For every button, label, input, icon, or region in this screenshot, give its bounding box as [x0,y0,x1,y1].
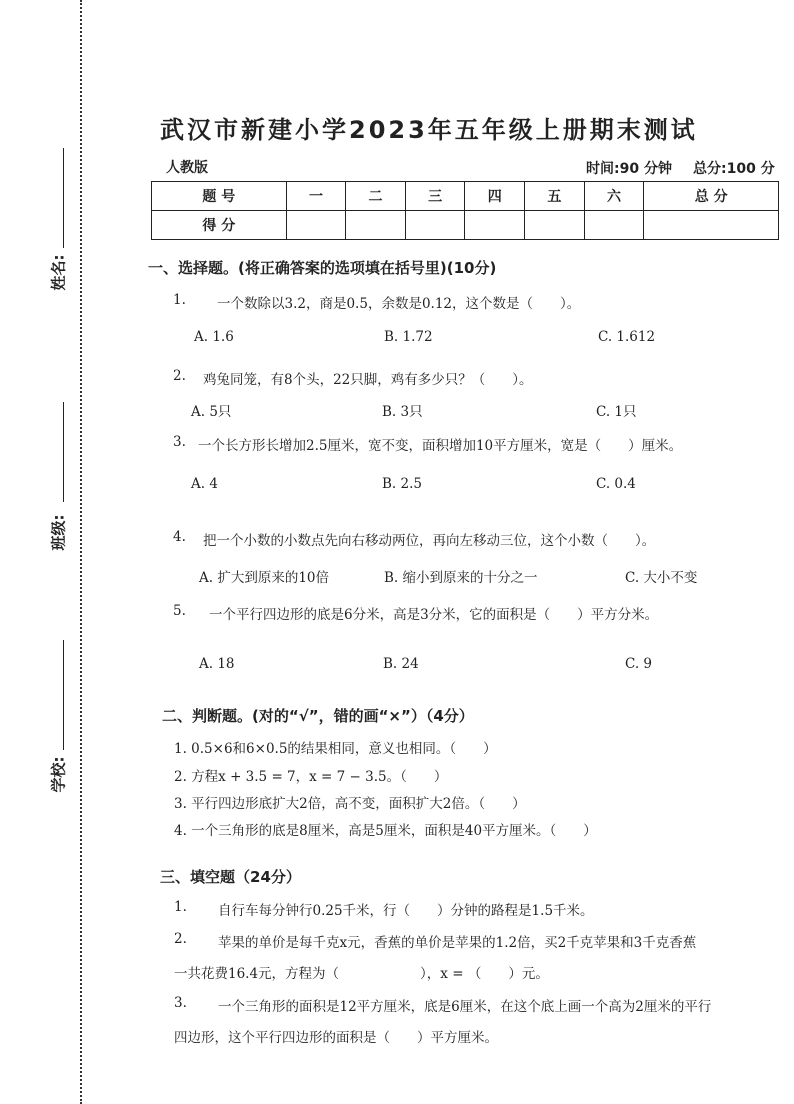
fill-question-text: 一共花费16.4元，方程为（ ），x = （ ）元。 [174,966,549,982]
option-b[interactable]: B. 缩小到原来的十分之一 [384,570,538,586]
score-cell[interactable] [525,211,585,240]
question-text: 鸡兔同笼，有8个头，22只脚，鸡有多少只？（ ）。 [203,372,533,388]
option-a[interactable]: A. 1.6 [194,329,234,345]
option-c[interactable]: C. 1只 [596,404,637,420]
fill-question-text: 苹果的单价是每千克x元，香蕉的单价是苹果的1.2倍，买2千克苹果和3千克香蕉 [218,935,697,951]
question-number: 3. [174,995,187,1011]
edition-label: 人教版 [166,160,208,176]
score-cell[interactable] [644,211,779,240]
fill-question-text: 一个三角形的面积是12平方厘米，底是6厘米，在这个底上画一个高为2厘米的平行 [218,999,712,1015]
option-a[interactable]: A. 5只 [191,404,232,420]
question-number: 2. [174,931,187,947]
header-cell: 总 分 [644,182,779,211]
name-write-line[interactable] [63,148,64,248]
header-cell: 一 [286,182,346,211]
question-number: 4. [173,529,186,545]
question-text: 把一个小数的小数点先向右移动两位，再向左移动三位，这个小数（ ）。 [203,533,656,549]
true-false-item: 3. 平行四边形底扩大2倍，高不变，面积扩大2倍。（ ） [174,796,526,812]
option-b[interactable]: B. 3只 [382,404,423,420]
question-number: 2. [173,368,186,384]
true-false-item: 4. 一个三角形的底是8厘米，高是5厘米，面积是40平方厘米。（ ） [174,823,597,839]
score-table [151,181,779,240]
question-text: 一个数除以3.2，商是0.5，余数是0.12，这个数是（ ）。 [217,296,581,312]
score-cell[interactable] [584,211,644,240]
score-info: 总分:100 分 [693,161,775,177]
question-number: 5. [173,603,186,619]
question-number: 1. [174,899,187,915]
option-c[interactable]: C. 1.612 [598,329,656,345]
name-label: 姓名: [49,254,68,291]
binding-dotted-line [80,0,82,1104]
section1-heading: 一、选择题。(将正确答案的选项填在括号里)(10分) [148,259,497,277]
question-number: 1. [173,292,186,308]
section3-heading: 三、填空题（24分） [160,868,301,886]
fill-question-text: 四边形，这个平行四边形的面积是（ ）平方厘米。 [174,1030,498,1046]
score-cell[interactable] [465,211,525,240]
header-cell: 二 [346,182,406,211]
school-label: 学校: [49,756,68,793]
option-a[interactable]: A. 18 [199,656,235,672]
class-label: 班级: [49,514,68,551]
score-table-header-row [152,182,779,211]
header-cell: 四 [465,182,525,211]
question-number: 3. [173,434,186,450]
header-cell: 五 [525,182,585,211]
exam-title: 武汉市新建小学2023年五年级上册期末测试 [160,116,698,144]
time-info: 时间:90 分钟 [586,161,672,177]
header-cell: 题 号 [152,182,287,211]
option-a[interactable]: A. 4 [191,476,218,492]
option-b[interactable]: B. 1.72 [384,329,433,345]
class-write-line[interactable] [63,402,64,502]
header-cell: 六 [584,182,644,211]
header-cell: 三 [405,182,465,211]
true-false-item: 1. 0.5×6和6×0.5的结果相同，意义也相同。（ ） [174,741,497,757]
option-c[interactable]: C. 9 [625,656,653,672]
option-b[interactable]: B. 2.5 [382,476,422,492]
section2-heading: 二、判断题。(对的“√”，错的画“×”）（4分） [162,707,474,725]
score-cell[interactable] [286,211,346,240]
score-row-label: 得 分 [152,211,287,240]
true-false-item: 2. 方程x + 3.5 = 7，x = 7 − 3.5。（ ） [174,769,448,785]
option-b[interactable]: B. 24 [383,656,419,672]
score-cell[interactable] [405,211,465,240]
option-c[interactable]: C. 大小不变 [625,570,698,586]
fill-question-text: 自行车每分钟行0.25千米，行（ ）分钟的路程是1.5千米。 [218,903,594,919]
score-table-score-row [152,211,779,240]
option-c[interactable]: C. 0.4 [596,476,636,492]
question-text: 一个长方形长增加2.5厘米，宽不变，面积增加10平方厘米，宽是（ ）厘米。 [198,438,683,454]
school-write-line[interactable] [63,640,64,750]
option-a[interactable]: A. 扩大到原来的10倍 [199,570,330,586]
question-text: 一个平行四边形的底是6分米，高是3分米，它的面积是（ ）平方分米。 [209,607,659,623]
score-cell[interactable] [346,211,406,240]
